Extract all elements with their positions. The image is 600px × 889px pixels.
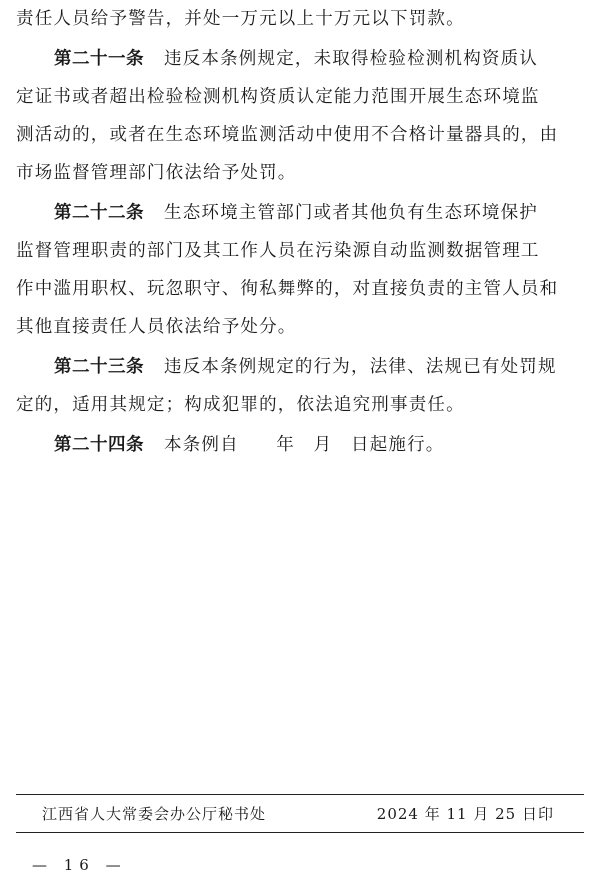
article-22-first-line <box>16 194 586 232</box>
article-22-text-line-1: 生态环境主管部门或者其他负有生态环境保护 <box>164 203 538 223</box>
article-23-heading: 第二十三条 <box>54 357 144 377</box>
page-number: — 16 — <box>32 856 127 874</box>
article-22-heading: 第二十二条 <box>54 203 144 223</box>
article-22-text-line-4: 其他直接责任人员依法给予处分。 <box>16 317 297 337</box>
article-23-first-line <box>16 348 586 386</box>
article-21-heading: 第二十一条 <box>54 49 144 69</box>
article-20-text-line-1: 责任人员给予警告，并处一万元以上十万元以下罚款。 <box>16 9 465 29</box>
article-22-text-line-2: 监督管理职责的部门及其工作人员在污染源自动监测数据管理工 <box>16 241 540 261</box>
article-21 <box>16 40 586 192</box>
article-21-text-line-3: 测活动的，或者在生态环境监测活动中使用不合格计量器具的，由 <box>16 125 559 145</box>
article-21-text-line-1: 违反本条例规定，未取得检验检测机构资质认 <box>164 49 538 69</box>
footer-bottom-rule <box>16 832 584 833</box>
article-21-text-line-2: 定证书或者超出检验检测机构资质认定能力范围开展生态环境监 <box>16 87 540 107</box>
article-23-text-line-2: 定的，适用其规定；构成犯罪的，依法追究刑事责任。 <box>16 395 465 415</box>
print-footer <box>16 798 584 830</box>
article-24-heading: 第二十四条 <box>54 435 144 455</box>
article-22-text-line-3: 作中滥用职权、玩忽职守、徇私舞弊的，对直接负责的主管人员和 <box>16 279 559 299</box>
article-24-text-line-1: 本条例自 年 月 日起施行。 <box>164 435 445 455</box>
regulation-text <box>16 0 586 464</box>
article-20-continuation <box>16 0 586 38</box>
article-21-text-line-4: 市场监督管理部门依法给予处罚。 <box>16 163 297 183</box>
article-22 <box>16 194 586 346</box>
footer-top-rule <box>16 794 584 795</box>
article-23-text-line-1: 违反本条例规定的行为，法律、法规已有处罚规 <box>164 357 557 377</box>
article-23 <box>16 348 586 424</box>
article-24 <box>16 426 586 464</box>
footer-issuer: 江西省人大常委会办公厅秘书处 <box>42 805 267 823</box>
article-21-first-line <box>16 40 586 78</box>
footer-print-date: 2024 年 11 月 25 日印 <box>376 805 554 823</box>
article-24-first-line <box>16 426 586 464</box>
